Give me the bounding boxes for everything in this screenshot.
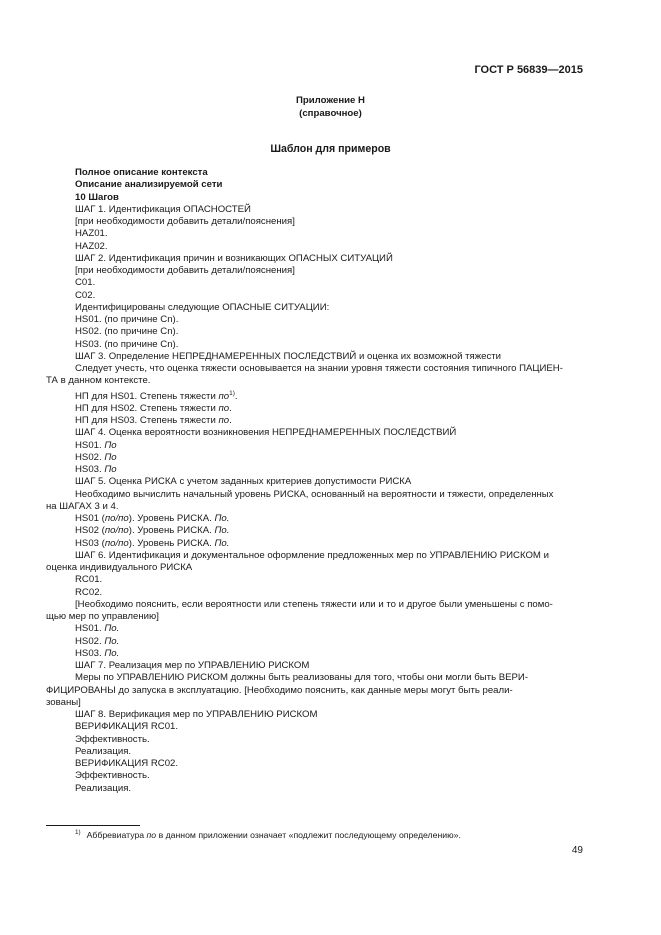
italic-span: по/по bbox=[104, 537, 129, 549]
page-number: 49 bbox=[571, 845, 583, 856]
text-line: HS02. (по причине Cn). bbox=[75, 326, 179, 338]
text-line bbox=[75, 403, 583, 415]
footnote-ref: 1) bbox=[229, 389, 235, 397]
text-line bbox=[75, 440, 583, 452]
text-line bbox=[75, 623, 583, 635]
annex-heading bbox=[0, 94, 661, 120]
text-line bbox=[75, 415, 583, 427]
text-span: HS01 ( bbox=[75, 513, 105, 524]
text-span: . bbox=[234, 390, 238, 402]
text-span: ). Уровень РИСКА. bbox=[128, 525, 215, 537]
text-line bbox=[75, 388, 583, 403]
paragraph bbox=[46, 363, 583, 388]
italic-span: По bbox=[104, 464, 117, 475]
text-line: ВЕРИФИКАЦИЯ RC02. bbox=[75, 758, 179, 769]
step-2: ШАГ 2. Идентификация причин и возникающих ОПАСНЫХ СИТУАЦИЙ bbox=[75, 252, 393, 264]
italic-span: По. bbox=[104, 635, 120, 647]
italic-span: По bbox=[104, 439, 117, 451]
italic-span: По. bbox=[214, 513, 230, 524]
step-7: ШАГ 7. Реализация мер по УПРАВЛЕНИЮ РИСКОМ bbox=[75, 660, 310, 671]
paragraph-line: зованы] bbox=[46, 696, 81, 708]
text-span: HS01. bbox=[75, 439, 105, 451]
paragraph-line: Следует учесть, что оценка тяжести основывается на знании уровня тяжести состояния типичного ПАЦИЕН- bbox=[75, 363, 563, 374]
step-4: ШАГ 4. Оценка вероятности возникновения НЕПРЕДНАМЕРЕННЫХ ПОСЛЕДСТВИЙ bbox=[75, 427, 457, 439]
text-line bbox=[75, 464, 583, 476]
italic-span: По. bbox=[104, 647, 120, 659]
italic-span: По. bbox=[214, 537, 230, 549]
paragraph bbox=[46, 489, 583, 514]
text-span: HS02. bbox=[75, 451, 105, 463]
step-3: ШАГ 3. Определение НЕПРЕДНАМЕРЕННЫХ ПОСЛЕДСТВИЙ и оценка их возможной тяжести bbox=[75, 350, 501, 362]
italic-span: по/по bbox=[104, 513, 129, 524]
italic-span: По bbox=[104, 451, 117, 463]
italic-span: по bbox=[218, 390, 230, 402]
text-line bbox=[75, 636, 583, 648]
paragraph-line: ТА в данном контексте. bbox=[46, 375, 151, 387]
steps-heading: 10 Шагов bbox=[75, 191, 119, 203]
text-span: НП для HS03. Степень тяжести bbox=[75, 415, 219, 426]
text-line: Эффективность. bbox=[75, 733, 150, 745]
text-line: Реализация. bbox=[75, 745, 132, 757]
text-line: RC02. bbox=[75, 586, 103, 598]
text-span: в данном приложении означает «подлежит последующему определению». bbox=[156, 830, 461, 840]
text-span: Аббревиатура bbox=[86, 830, 147, 840]
italic-span: По. bbox=[214, 525, 230, 537]
text-line bbox=[75, 513, 583, 525]
text-line bbox=[75, 648, 583, 660]
paragraph bbox=[46, 599, 583, 624]
annex-label: Приложение Н bbox=[296, 95, 365, 106]
footnote-divider bbox=[46, 825, 140, 826]
text-span: HS03. bbox=[75, 464, 105, 475]
text-line: HAZ02. bbox=[75, 240, 108, 252]
paragraph bbox=[46, 672, 583, 709]
footnote-mark: 1) bbox=[75, 829, 81, 836]
text-line: HS01. (по причине Cn). bbox=[75, 314, 179, 325]
text-line: HS03. (по причине Cn). bbox=[75, 338, 179, 350]
text-span: ). Уровень РИСКА. bbox=[128, 513, 215, 524]
paragraph-line: ШАГ 6. Идентификация и документальное оформление предложенных мер по УПРАВЛЕНИЮ РИСКОМ и bbox=[75, 549, 549, 561]
footnote bbox=[75, 829, 461, 840]
standard-code: ГОСТ Р 56839—2015 bbox=[474, 64, 583, 76]
text-span: НП для HS01. Степень тяжести bbox=[75, 390, 219, 402]
italic-span: По. bbox=[104, 623, 120, 635]
text-span: . bbox=[229, 402, 232, 414]
paragraph-line: ФИЦИРОВАНЫ до запуска в эксплуатацию. [Необходимо пояснить, как данные меры могут быть реали- bbox=[46, 684, 513, 696]
italic-span: по bbox=[218, 402, 230, 414]
step-1: ШАГ 1. Идентификация ОПАСНОСТЕЙ bbox=[75, 203, 251, 215]
text-line: RC01. bbox=[75, 574, 103, 586]
italic-span: по/по bbox=[104, 525, 129, 537]
step-6 bbox=[46, 550, 583, 575]
text-span: HS03. bbox=[75, 647, 105, 659]
text-line bbox=[75, 525, 583, 537]
text-line: [при необходимости добавить детали/пояснения] bbox=[75, 265, 295, 276]
text-line: HAZ01. bbox=[75, 228, 108, 240]
paragraph-line: на ШАГАХ 3 и 4. bbox=[46, 500, 119, 512]
italic-span: по bbox=[146, 830, 157, 840]
italic-span: по bbox=[218, 415, 230, 426]
paragraph-line: [Необходимо пояснить, если вероятности или степень тяжести или и то и другое были уменьшены с помо- bbox=[75, 598, 553, 610]
paragraph-line: Меры по УПРАВЛЕНИЮ РИСКОМ должны быть реализованы для того, чтобы они могли быть ВЕРИ- bbox=[75, 672, 529, 684]
text-span: HS01. bbox=[75, 623, 105, 635]
text-line: Идентифицированы следующие ОПАСНЫЕ СИТУАЦИИ: bbox=[75, 301, 330, 313]
paragraph-line: щью мер по управлению] bbox=[46, 611, 159, 622]
text-line: Эффективность. bbox=[75, 770, 150, 782]
network-heading: Описание анализируемой сети bbox=[75, 179, 223, 191]
text-line: C02. bbox=[75, 289, 96, 301]
paragraph-line: оценка индивидуального РИСКА bbox=[46, 562, 193, 573]
step-5: ШАГ 5. Оценка РИСКА с учетом заданных критериев допустимости РИСКА bbox=[75, 476, 412, 488]
text-line bbox=[75, 452, 583, 464]
text-line: Реализация. bbox=[75, 782, 132, 794]
document-body bbox=[46, 167, 583, 795]
text-span: . bbox=[229, 415, 232, 426]
text-span: ). Уровень РИСКА. bbox=[128, 537, 215, 549]
paragraph-line: Необходимо вычислить начальный уровень РИСКА, основанный на вероятности и тяжести, определенных bbox=[75, 488, 554, 500]
text-span: НП для HS02. Степень тяжести bbox=[75, 402, 219, 414]
annex-type: (справочное) bbox=[299, 108, 362, 119]
step-8: ШАГ 8. Верификация мер по УПРАВЛЕНИЮ РИСКОМ bbox=[75, 709, 318, 720]
context-heading: Полное описание контекста bbox=[75, 167, 208, 178]
text-span: HS02 ( bbox=[75, 525, 105, 537]
text-line: [при необходимости добавить детали/пояснения] bbox=[75, 216, 295, 227]
section-title: Шаблон для примеров bbox=[270, 143, 391, 155]
text-line bbox=[75, 538, 583, 550]
text-span: HS02. bbox=[75, 635, 105, 647]
text-span: HS03 ( bbox=[75, 537, 105, 549]
text-line: ВЕРИФИКАЦИЯ RC01. bbox=[75, 721, 179, 733]
text-line: C01. bbox=[75, 277, 96, 289]
